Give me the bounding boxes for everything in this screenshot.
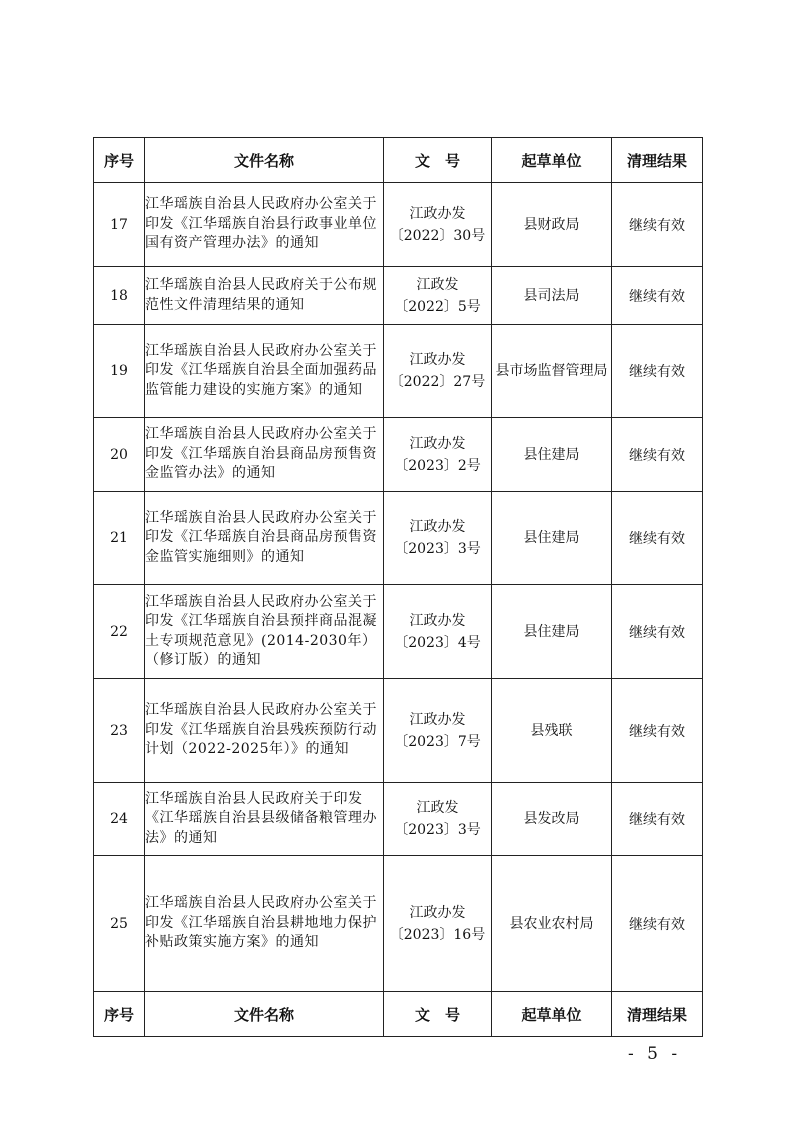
row-unit: 县发改局 <box>492 783 612 856</box>
row-seq: 20 <box>94 418 145 492</box>
header-docno: 文 号 <box>384 138 492 183</box>
table-row <box>94 492 703 585</box>
row-name: 江华瑶族自治县人民政府关于印发《江华瑶族自治县县级储备粮管理办法》的通知 <box>145 783 384 856</box>
docno-prefix: 江政办发 <box>409 519 466 535</box>
row-docno <box>384 585 492 679</box>
docno-number: 〔2023〕16号 <box>389 926 486 943</box>
row-result: 继续有效 <box>612 492 703 585</box>
row-unit: 县司法局 <box>492 267 612 325</box>
row-name: 江华瑶族自治县人民政府办公室关于印发《江华瑶族自治县商品房预售资金监管实施细则》的通知 <box>145 492 384 585</box>
header-result: 清理结果 <box>612 138 703 183</box>
row-result: 继续有效 <box>612 267 703 325</box>
row-seq: 17 <box>94 183 145 267</box>
docno-number: 〔2023〕3号 <box>394 541 481 557</box>
row-docno <box>384 856 492 992</box>
docno-prefix: 江政办发 <box>409 711 466 728</box>
row-seq: 24 <box>94 783 145 856</box>
footer-docno: 文 号 <box>384 992 492 1037</box>
docno-number: 〔2023〕2号 <box>394 457 481 474</box>
docno-prefix: 江政办发 <box>409 612 466 629</box>
document-table <box>93 137 703 1037</box>
row-result: 继续有效 <box>612 418 703 492</box>
page-number: - 5 - <box>628 1044 682 1064</box>
docno-prefix: 江政办发 <box>409 205 466 222</box>
table-footer-row <box>94 992 703 1037</box>
footer-result: 清理结果 <box>612 992 703 1037</box>
header-unit: 起草单位 <box>492 138 612 183</box>
row-result: 继续有效 <box>612 679 703 783</box>
row-unit: 县农业农村局 <box>492 856 612 992</box>
docno-number: 〔2022〕5号 <box>394 298 481 315</box>
row-unit: 县住建局 <box>492 492 612 585</box>
row-result: 继续有效 <box>612 856 703 992</box>
row-unit: 县住建局 <box>492 418 612 492</box>
row-seq: 22 <box>94 585 145 679</box>
docno-number: 〔2023〕3号 <box>394 822 481 838</box>
docno-number: 〔2023〕7号 <box>394 733 481 750</box>
row-name: 江华瑶族自治县人民政府办公室关于印发《江华瑶族自治县商品房预售资金监管办法》的通知 <box>145 418 384 492</box>
table-row <box>94 856 703 992</box>
footer-unit: 起草单位 <box>492 992 612 1037</box>
table-row <box>94 183 703 267</box>
docno-prefix: 江政发 <box>416 276 459 293</box>
docno-prefix: 江政发 <box>416 800 459 816</box>
docno-prefix: 江政办发 <box>409 904 466 921</box>
row-docno <box>384 325 492 418</box>
docno-prefix: 江政办发 <box>409 352 466 368</box>
row-name: 江华瑶族自治县人民政府关于公布规范性文件清理结果的通知 <box>145 267 384 325</box>
row-result: 继续有效 <box>612 325 703 418</box>
table-row <box>94 585 703 679</box>
row-name: 江华瑶族自治县人民政府办公室关于印发《江华瑶族自治县预拌商品混凝土专项规范意见》(2014-2030年）（修订版）的通知 <box>145 585 384 679</box>
row-name: 江华瑶族自治县人民政府办公室关于印发《江华瑶族自治县全面加强药品监管能力建设的实施方案》的通知 <box>145 325 384 418</box>
table-row <box>94 679 703 783</box>
row-docno <box>384 679 492 783</box>
table-row <box>94 783 703 856</box>
row-seq: 18 <box>94 267 145 325</box>
row-seq: 23 <box>94 679 145 783</box>
header-seq: 序号 <box>94 138 145 183</box>
footer-seq: 序号 <box>94 992 145 1037</box>
row-docno <box>384 492 492 585</box>
row-unit: 县残联 <box>492 679 612 783</box>
header-name: 文件名称 <box>145 138 384 183</box>
row-unit: 县市场监督管理局 <box>492 325 612 418</box>
table-row <box>94 325 703 418</box>
row-docno <box>384 267 492 325</box>
row-name: 江华瑶族自治县人民政府办公室关于印发《江华瑶族自治县残疾预防行动计划（2022-2025年）》的通知 <box>145 679 384 783</box>
table-row <box>94 267 703 325</box>
row-docno <box>384 418 492 492</box>
footer-name: 文件名称 <box>145 992 384 1037</box>
row-unit: 县住建局 <box>492 585 612 679</box>
row-seq: 25 <box>94 856 145 992</box>
row-name: 江华瑶族自治县人民政府办公室关于印发《江华瑶族自治县行政事业单位国有资产管理办法》的通知 <box>145 183 384 267</box>
table-row <box>94 418 703 492</box>
docno-number: 〔2022〕27号 <box>389 374 486 390</box>
row-result: 继续有效 <box>612 783 703 856</box>
row-result: 继续有效 <box>612 183 703 267</box>
docno-number: 〔2022〕30号 <box>389 227 486 244</box>
docno-prefix: 江政办发 <box>409 435 466 452</box>
row-unit: 县财政局 <box>492 183 612 267</box>
row-result: 继续有效 <box>612 585 703 679</box>
row-seq: 21 <box>94 492 145 585</box>
row-docno <box>384 783 492 856</box>
row-name: 江华瑶族自治县人民政府办公室关于印发《江华瑶族自治县耕地地力保护补贴政策实施方案》的通知 <box>145 856 384 992</box>
docno-number: 〔2023〕4号 <box>394 634 481 651</box>
table-header-row <box>94 138 703 183</box>
row-docno <box>384 183 492 267</box>
row-seq: 19 <box>94 325 145 418</box>
